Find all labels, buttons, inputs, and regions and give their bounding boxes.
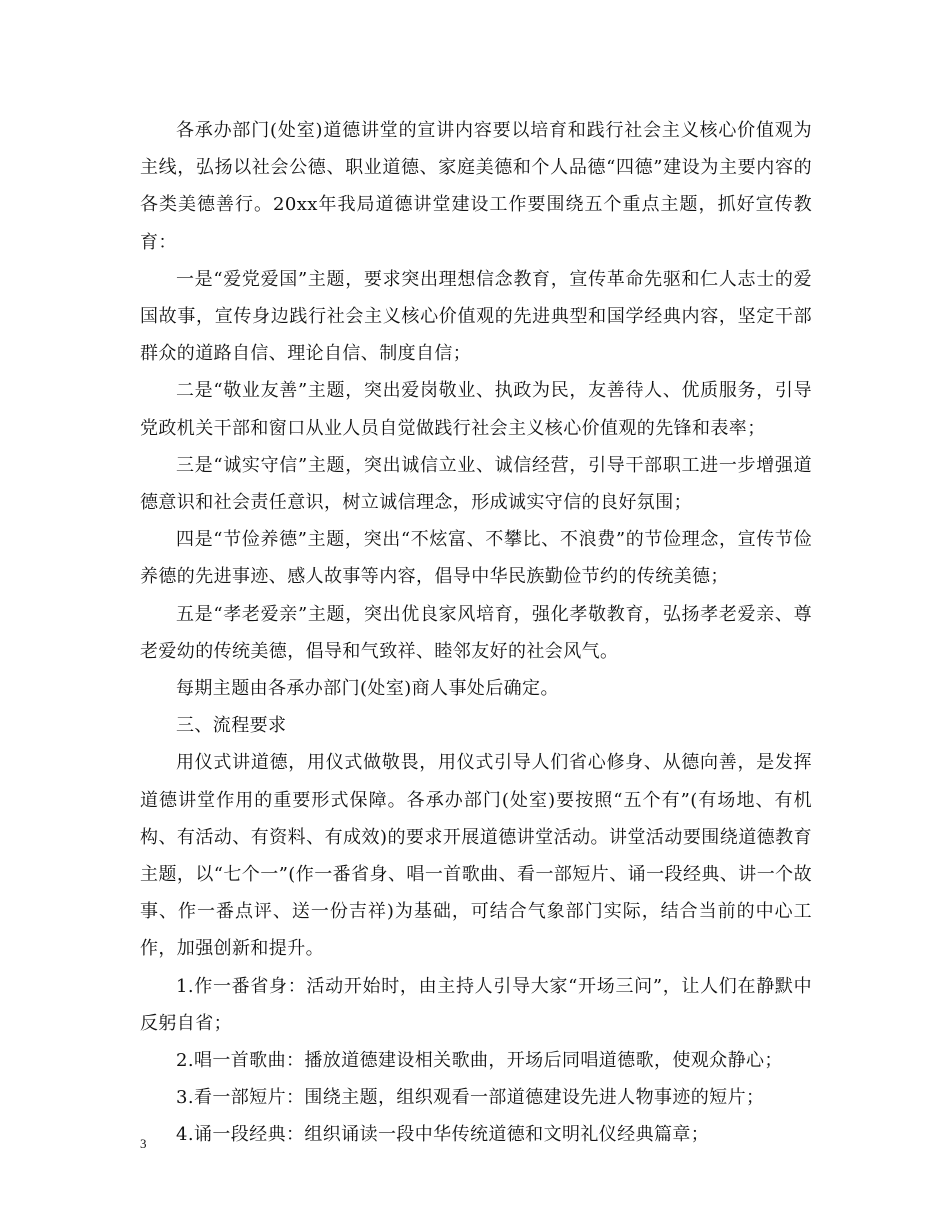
- paragraph-theme-note: 每期主题由各承办部门(处室)商人事处后确定。: [176, 678, 559, 700]
- paragraph-theme-4: 四是“节俭养德”主题，突出“不炫富、不攀比、不浪费”的节俭理念，宣传节俭养德的先进事迹、感人故事等内容，倡导中华民族勤俭节约的传统美德；: [140, 529, 812, 588]
- list-item-2: 2.唱一首歌曲：播放道德建设相关歌曲，开场后同唱道德歌，使观众静心；: [176, 1050, 783, 1072]
- page-number: 3: [140, 1136, 147, 1151]
- paragraph-theme-5: 五是“孝老爱亲”主题，突出优良家风培育，强化孝敬教育，弘扬孝老爱亲、尊老爱幼的传统美德，倡导和气致祥、睦邻友好的社会风气。: [140, 603, 812, 662]
- list-item-1: 1.作一番省身：活动开始时，由主持人引导大家“开场三问”，让人们在静默中反躬自省；: [140, 975, 812, 1034]
- section-heading: 三、流程要求: [176, 715, 287, 737]
- paragraph-theme-2: 二是“敬业友善”主题，突出爱岗敬业、执政为民，友善待人、优质服务，引导党政机关干部和窗口从业人员自觉做践行社会主义核心价值观的先锋和表率；: [140, 380, 812, 439]
- document-body: [140, 112, 812, 1154]
- list-item-4: 4.诵一段经典：组织诵读一段中华传统道德和文明礼仪经典篇章；: [176, 1124, 710, 1146]
- paragraph-process: 用仪式讲道德，用仪式做敬畏，用仪式引导人们省心修身、从德向善，是发挥道德讲堂作用的重要形式保障。各承办部门(处室)要按照“五个有”(有场地、有机构、有活动、有资料、有成效)的要求开展道德讲堂活动。讲堂活动要围绕道德教育主题，以“七个一”(作一番省身、唱一首歌曲、看一部短片、诵一段经典、讲一个故事、作一番点评、送一份吉祥)为基础，可结合气象部门实际，结合当前的中心工作，加强创新和提升。: [140, 752, 812, 960]
- paragraph-theme-3: 三是“诚实守信”主题，突出诚信立业、诚信经营，引导干部职工进一步增强道德意识和社会责任意识，树立诚信理念，形成诚实守信的良好氛围；: [140, 454, 812, 514]
- paragraph-theme-1: 一是“爱党爱国”主题，要求突出理想信念教育，宣传革命先驱和仁人志士的爱国故事，宣传身边践行社会主义核心价值观的先进典型和国学经典内容，坚定干部群众的道路自信、理论自信、制度自信；: [140, 268, 812, 365]
- list-item-3: 3.看一部短片：围绕主题，组织观看一部道德建设先进人物事迹的短片；: [176, 1087, 765, 1109]
- paragraph-intro: 各承办部门(处室)道德讲堂的宣讲内容要以培育和践行社会主义核心价值观为主线，弘扬以社会公德、职业道德、家庭美德和个人品德“四德”建设为主要内容的各类美德善行。20xx年我局道德讲堂建设工作要围绕五个重点主题，抓好宣传教育：: [140, 120, 812, 253]
